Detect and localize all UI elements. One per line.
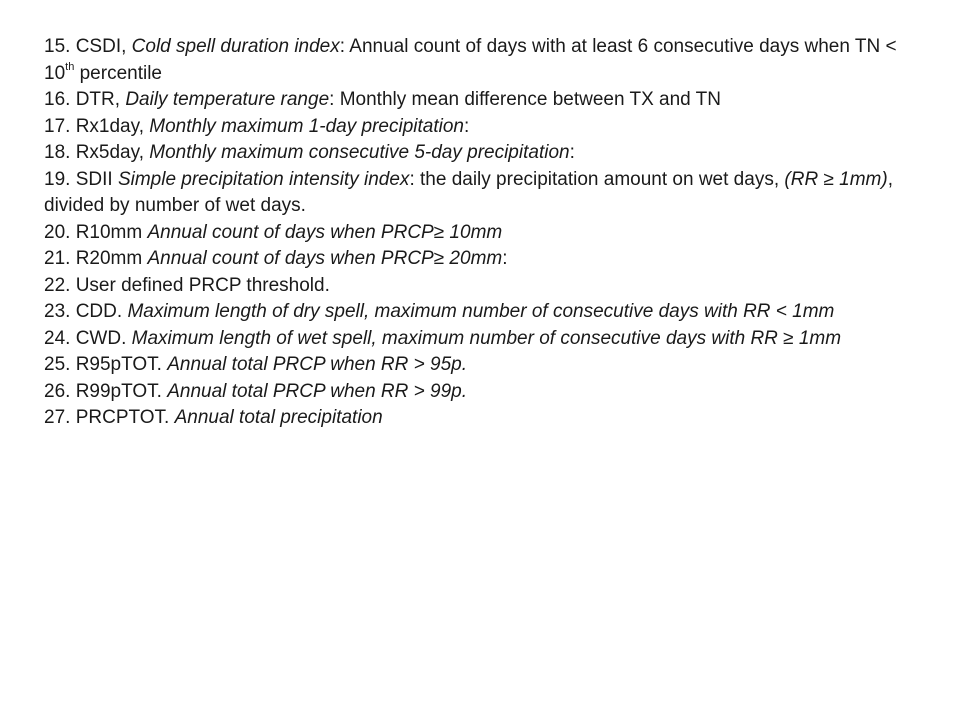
item-description: the daily precipitation amount on wet days,: [420, 168, 780, 190]
item-description-end: , divided by number of wet days.: [44, 168, 893, 216]
item-description: Annual count of days with at least 6 consecutive days when TN < 10: [44, 36, 897, 84]
list-item-r99ptot: [44, 379, 924, 406]
item-title: Annual total PRCP when RR > 95p.: [167, 354, 468, 375]
item-number: 24.: [44, 327, 71, 349]
item-title: Maximum length of dry spell, maximum number of consecutive days with RR < 1mm: [127, 301, 835, 322]
item-number: 27.: [44, 407, 71, 428]
superscript-th: th: [65, 61, 75, 74]
list-item-rx5day: [44, 140, 924, 167]
item-code: CDD.: [75, 301, 123, 322]
item-separator: :: [339, 36, 346, 57]
item-separator: :: [409, 168, 415, 190]
item-code: R99pTOT.: [75, 380, 162, 402]
list-item-rx1day: [44, 114, 924, 141]
item-code: R95pTOT.: [75, 354, 162, 375]
item-title: Annual total precipitation: [174, 407, 383, 428]
item-title: Annual total PRCP when RR > 99p.: [167, 380, 468, 402]
list-item-dtr: [44, 87, 924, 114]
item-number: 22.: [44, 274, 71, 296]
item-number: 20.: [44, 221, 71, 243]
list-item-r20mm: [44, 246, 924, 273]
item-separator: :: [502, 248, 508, 269]
item-title: Cold spell duration index: [131, 36, 340, 57]
item-number: 16.: [44, 89, 71, 110]
item-title: Monthly maximum 1-day precipitation: [149, 115, 464, 137]
index-definitions-list: [44, 34, 924, 432]
item-code: CSDI,: [75, 36, 127, 57]
item-title: Maximum length of wet spell, maximum number of consecutive days with RR ≥ 1mm: [131, 327, 842, 349]
item-title: Daily temperature range: [125, 89, 330, 110]
item-title: Monthly maximum consecutive 5-day precipitation: [149, 142, 570, 163]
list-item-csdi: [44, 34, 924, 87]
item-description-end: percentile: [79, 62, 162, 84]
item-title: Annual count of days when PRCP≥ 20mm: [147, 248, 503, 269]
item-code: Rx5day,: [75, 142, 144, 163]
item-separator: :: [463, 115, 470, 137]
list-item-cdd: [44, 299, 924, 326]
item-number: 23.: [44, 301, 71, 322]
list-item-cwd: [44, 326, 924, 353]
item-code: R20mm: [75, 248, 143, 269]
item-separator: :: [329, 89, 335, 110]
list-item-r10mm: [44, 220, 924, 247]
item-separator: :: [569, 142, 575, 163]
item-title: Annual count of days when PRCP≥ 10mm: [147, 221, 503, 243]
item-description-italic: (RR ≥ 1mm): [784, 168, 888, 190]
item-description: Monthly mean difference between TX and TN: [339, 89, 721, 110]
item-code: SDII: [75, 168, 113, 190]
item-code: DTR,: [75, 89, 121, 110]
item-number: 21.: [44, 248, 71, 269]
item-title: Simple precipitation intensity index: [117, 168, 410, 190]
item-number: 15.: [44, 36, 71, 57]
item-code: PRCPTOT.: [75, 407, 170, 428]
item-number: 26.: [44, 380, 71, 402]
list-item-user-defined: [44, 273, 924, 300]
item-code: User defined PRCP threshold.: [75, 274, 330, 296]
item-number: 18.: [44, 142, 71, 163]
item-code: Rx1day,: [75, 115, 144, 137]
list-item-r95ptot: [44, 352, 924, 379]
item-code: CWD.: [75, 327, 127, 349]
item-number: 25.: [44, 354, 71, 375]
item-code: R10mm: [75, 221, 143, 243]
list-item-prcptot: [44, 405, 924, 432]
item-number: 17.: [44, 115, 71, 137]
list-item-sdii: [44, 167, 924, 220]
item-number: 19.: [44, 168, 71, 190]
